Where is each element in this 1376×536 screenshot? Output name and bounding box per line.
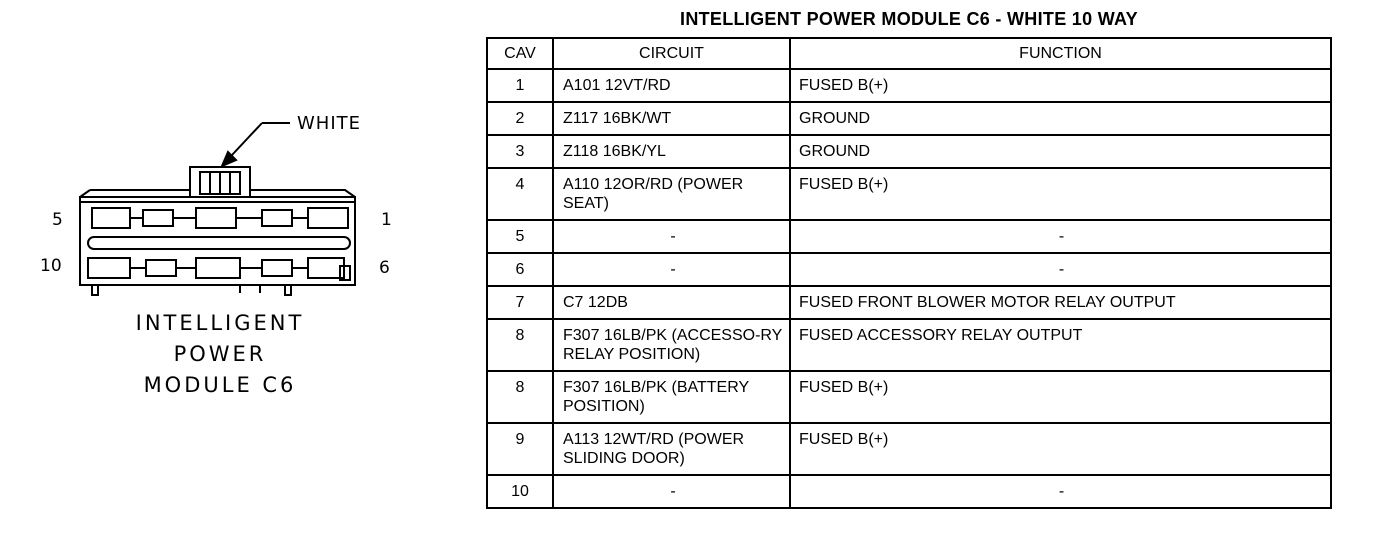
circuit-cell: - <box>553 220 790 253</box>
circuit-cell: F307 16LB/PK (ACCESSO-RY RELAY POSITION) <box>553 319 790 371</box>
circuit-cell: Z118 16BK/YL <box>553 135 790 168</box>
connector-caption <box>120 308 320 401</box>
circuit-cell: Z117 16BK/WT <box>553 102 790 135</box>
cav-cell: 2 <box>487 102 553 135</box>
header-function: FUNCTION <box>790 38 1331 69</box>
table-row <box>487 69 1331 102</box>
function-cell: FUSED ACCESSORY RELAY OUTPUT <box>790 319 1331 371</box>
circuit-cell: A110 12OR/RD (POWER SEAT) <box>553 168 790 220</box>
wire-color-label: WHITE <box>297 113 362 134</box>
cav-cell: 8 <box>487 371 553 423</box>
cav-cell: 10 <box>487 475 553 508</box>
function-cell: - <box>790 220 1331 253</box>
table-row <box>487 475 1331 508</box>
function-cell: FUSED B(+) <box>790 371 1331 423</box>
cav-cell: 8 <box>487 319 553 371</box>
function-cell: - <box>790 253 1331 286</box>
circuit-cell: A101 12VT/RD <box>553 69 790 102</box>
circuit-cell: C7 12DB <box>553 286 790 319</box>
function-cell: FUSED FRONT BLOWER MOTOR RELAY OUTPUT <box>790 286 1331 319</box>
cav-cell: 3 <box>487 135 553 168</box>
pin-label-5: 5 <box>52 210 63 230</box>
pin-label-1: 1 <box>381 210 392 230</box>
cav-cell: 9 <box>487 423 553 475</box>
table-row <box>487 168 1331 220</box>
function-cell: GROUND <box>790 102 1331 135</box>
function-cell: FUSED B(+) <box>790 168 1331 220</box>
circuit-cell: F307 16LB/PK (BATTERY POSITION) <box>553 371 790 423</box>
circuit-cell: - <box>553 253 790 286</box>
table-row <box>487 286 1331 319</box>
circuit-cell: - <box>553 475 790 508</box>
pin-label-10: 10 <box>40 256 62 276</box>
table-row <box>487 253 1331 286</box>
table-row <box>487 220 1331 253</box>
cav-cell: 4 <box>487 168 553 220</box>
circuit-cell: A113 12WT/RD (POWER SLIDING DOOR) <box>553 423 790 475</box>
pin-label-6: 6 <box>379 258 390 278</box>
cav-cell: 1 <box>487 69 553 102</box>
cav-cell: 5 <box>487 220 553 253</box>
table-row <box>487 135 1331 168</box>
pinout-table <box>486 37 1332 509</box>
function-cell: FUSED B(+) <box>790 423 1331 475</box>
function-cell: GROUND <box>790 135 1331 168</box>
table-row <box>487 371 1331 423</box>
header-circuit: CIRCUIT <box>553 38 790 69</box>
function-cell: - <box>790 475 1331 508</box>
cav-cell: 7 <box>487 286 553 319</box>
caption-line: INTELLIGENT <box>135 311 305 335</box>
table-header-row <box>487 38 1331 69</box>
caption-line: MODULE C6 <box>143 373 297 397</box>
header-cav: CAV <box>487 38 553 69</box>
function-cell: FUSED B(+) <box>790 69 1331 102</box>
table-row <box>487 423 1331 475</box>
table-row <box>487 319 1331 371</box>
table-title: INTELLIGENT POWER MODULE C6 - WHITE 10 WAY <box>680 9 1138 29</box>
caption-line: POWER <box>173 342 267 366</box>
cav-cell: 6 <box>487 253 553 286</box>
table-row <box>487 102 1331 135</box>
